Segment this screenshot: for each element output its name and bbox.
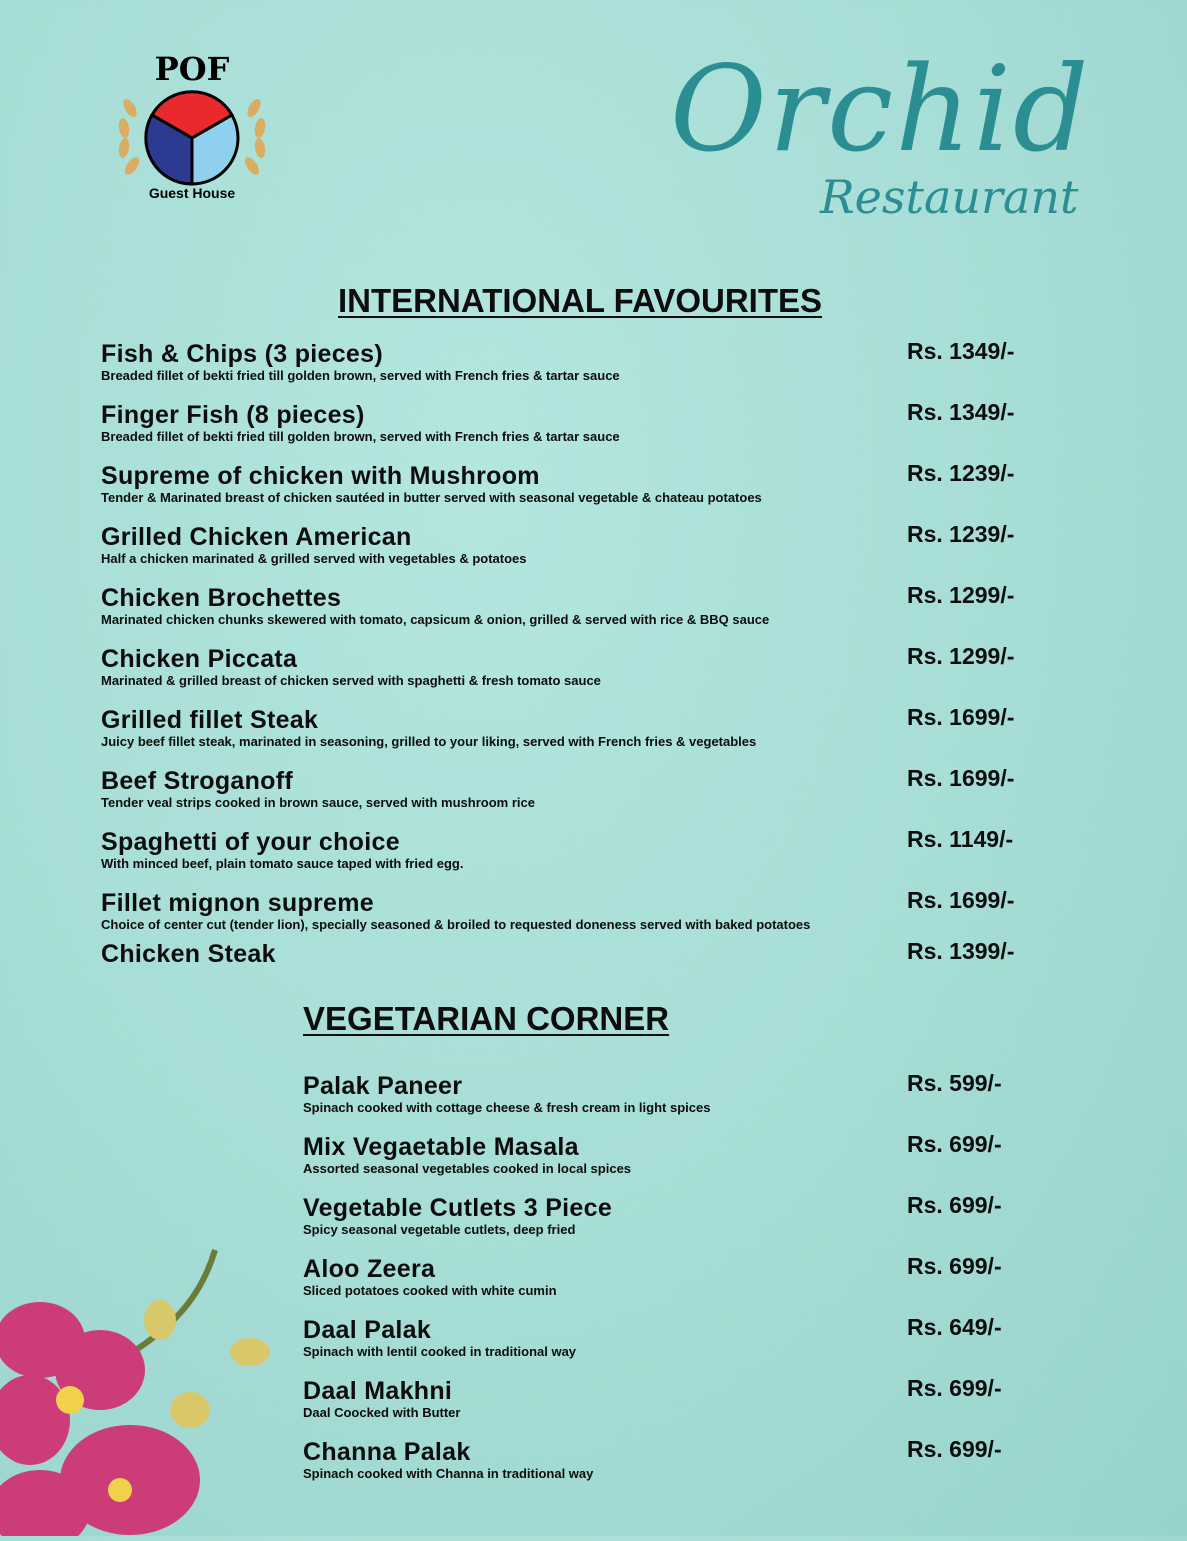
menu-item-name: Grilled fillet Steak — [101, 706, 319, 734]
menu-item-name: Palak Paneer — [303, 1072, 463, 1100]
menu-item-name: Grilled Chicken American — [101, 523, 412, 551]
menu-item-name: Daal Palak — [303, 1316, 432, 1344]
menu-item-name: Chicken Steak — [101, 940, 276, 968]
menu-item — [303, 1072, 1053, 1133]
menu-item — [303, 1133, 1053, 1194]
menu-item-price: Rs. 1699/- — [907, 704, 1015, 730]
menu-item — [303, 1316, 1053, 1377]
menu-item-description: Spinach cooked with cottage cheese & fresh cream in light spices — [303, 1100, 711, 1115]
menu-item — [101, 828, 1051, 889]
menu-item — [101, 645, 1051, 706]
svg-text:Guest House: Guest House — [148, 185, 236, 201]
menu-item-price: Rs. 1149/- — [907, 826, 1014, 852]
menu-item-description: Marinated chicken chunks skewered with tomato, capsicum & onion, grilled & served with rice & BBQ sauce — [101, 612, 770, 627]
menu-item — [303, 1194, 1053, 1255]
menu-item-name: Aloo Zeera — [303, 1255, 436, 1283]
menu-item-description: Half a chicken marinated & grilled served with vegetables & potatoes — [101, 551, 527, 566]
menu-item-price: Rs. 599/- — [907, 1070, 1002, 1096]
orchid-flower-decoration — [0, 1240, 290, 1536]
menu-item — [303, 1438, 1053, 1499]
menu-item-name: Supreme of chicken with Mushroom — [101, 462, 540, 490]
menu-item — [303, 1377, 1053, 1438]
menu-item-description: Assorted seasonal vegetables cooked in local spices — [303, 1161, 632, 1176]
svg-text:POF: POF — [154, 50, 230, 88]
menu-item — [101, 523, 1051, 584]
menu-item — [101, 706, 1051, 767]
menu-item-name: Daal Makhni — [303, 1377, 453, 1405]
menu-item-description: Breaded fillet of bekti fried till golden brown, served with French fries & tartar sauce — [101, 368, 620, 383]
menu-item-name: Channa Palak — [303, 1438, 471, 1466]
menu-item — [101, 584, 1051, 645]
menu-item — [101, 401, 1051, 462]
vegetarian-heading: VEGETARIAN CORNER — [303, 1000, 670, 1037]
menu-item-price: Rs. 699/- — [907, 1436, 1002, 1462]
menu-item-description: Daal Coocked with Butter — [303, 1405, 461, 1420]
menu-item-name: Vegetable Cutlets 3 Piece — [303, 1194, 613, 1222]
menu-item-description: Tender veal strips cooked in brown sauce, served with mushroom rice — [101, 795, 535, 810]
menu-item-price: Rs. 699/- — [907, 1131, 1002, 1157]
menu-item-price: Rs. 699/- — [907, 1192, 1002, 1218]
menu-item-price: Rs. 1239/- — [907, 521, 1015, 547]
menu-item — [101, 462, 1051, 523]
international-menu-list — [101, 340, 1051, 1001]
brand-tagline: Restaurant — [820, 170, 1079, 224]
menu-item-name: Finger Fish (8 pieces) — [101, 401, 365, 429]
menu-item-description: With minced beef, plain tomato sauce taped with fried egg. — [101, 856, 464, 871]
menu-item — [101, 767, 1051, 828]
international-heading: INTERNATIONAL FAVOURITES — [338, 282, 823, 319]
menu-item-price: Rs. 699/- — [907, 1253, 1002, 1279]
menu-item-name: Mix Vegaetable Masala — [303, 1133, 579, 1161]
menu-item-description: Breaded fillet of bekti fried till golden brown, served with French fries & tartar sauce — [101, 429, 620, 444]
menu-item-description: Spinach cooked with Channa in traditional way — [303, 1466, 594, 1481]
menu-item — [101, 340, 1051, 401]
menu-item-description: Tender & Marinated breast of chicken sautéed in butter served with seasonal vegetable & chateau potatoes — [101, 490, 762, 505]
menu-item-description: Sliced potatoes cooked with white cumin — [303, 1283, 557, 1298]
pof-guest-house-logo — [112, 48, 272, 208]
restaurant-brand — [660, 40, 1110, 240]
menu-item-price: Rs. 1699/- — [907, 887, 1015, 913]
menu-item-price: Rs. 1399/- — [907, 938, 1015, 964]
menu-item-price: Rs. 649/- — [907, 1314, 1002, 1340]
menu-item-price: Rs. 1299/- — [907, 643, 1015, 669]
menu-item-price: Rs. 699/- — [907, 1375, 1002, 1401]
menu-item-name: Chicken Brochettes — [101, 584, 342, 612]
menu-item-name: Fish & Chips (3 pieces) — [101, 340, 383, 368]
menu-item-price: Rs. 1239/- — [907, 460, 1015, 486]
menu-item-description: Spinach with lentil cooked in traditional way — [303, 1344, 577, 1359]
menu-item-description: Marinated & grilled breast of chicken served with spaghetti & fresh tomato sauce — [101, 673, 601, 688]
menu-item-description: Choice of center cut (tender lion), specially seasoned & broiled to requested doneness served with baked potatoes — [101, 917, 811, 932]
menu-item-price: Rs. 1299/- — [907, 582, 1015, 608]
menu-item-name: Spaghetti of your choice — [101, 828, 400, 856]
menu-item — [303, 1255, 1053, 1316]
menu-item-description: Spicy seasonal vegetable cutlets, deep fried — [303, 1222, 576, 1237]
menu-item-name: Fillet mignon supreme — [101, 889, 374, 917]
menu-item-price: Rs. 1349/- — [907, 399, 1015, 425]
menu-item-name: Beef Stroganoff — [101, 767, 293, 795]
menu-item-description: Juicy beef fillet steak, marinated in seasoning, grilled to your liking, served with French fries & vegetables — [101, 734, 757, 749]
brand-name: Orchid — [670, 40, 1091, 178]
vegetarian-menu-list — [303, 1072, 1053, 1499]
menu-item-name: Chicken Piccata — [101, 645, 298, 673]
menu-item-price: Rs. 1699/- — [907, 765, 1015, 791]
menu-item — [101, 940, 1051, 1001]
menu-item-price: Rs. 1349/- — [907, 338, 1015, 364]
